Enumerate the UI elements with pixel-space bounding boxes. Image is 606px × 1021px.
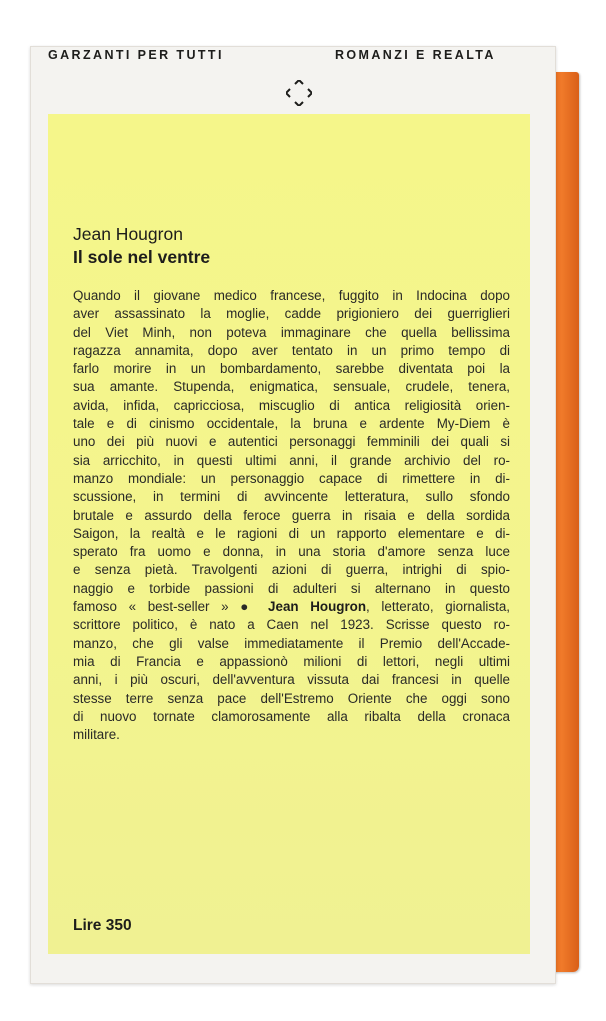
blurb-bio-line	[73, 598, 510, 616]
blurb-line: del Viet Minh, non poteva immaginare che quella bellissima	[73, 324, 510, 340]
blurb-line: scrittore politico, è nato a Caen nel 1923. Scrisse questo ro-	[73, 617, 510, 633]
blurb-line: uno dei più nuovi e autentici personaggi femminili dei quali si	[73, 434, 510, 450]
blurb-line: manzo, che gli valse immediatamente il Premio dell'Accade-	[73, 635, 510, 651]
author-name: Jean Hougron	[73, 224, 183, 244]
blurb-line: anni, i più oscuri, dell'avventura vissuta dai francesi in quelle	[73, 672, 510, 688]
garzanti-diamond-logo-icon	[286, 80, 312, 106]
series-genre: ROMANZI E REALTA	[335, 48, 496, 62]
blurb-line: manzo mondiale: un personaggio capace di rimettere in di-	[73, 470, 510, 486]
bio-author-name: Jean Hougron	[268, 599, 367, 615]
blurb-line: aver assassinato la moglie, cadde prigioniero dei guerriglieri	[73, 306, 510, 322]
price-label: Lire 350	[73, 917, 132, 934]
bio-prefix: famoso « best-seller » ●	[73, 599, 269, 615]
book-title: Il sole nel ventre	[73, 247, 211, 267]
blurb-line: ragazza annamita, dopo aver tentato in un primo tempo di	[73, 342, 510, 358]
blurb-line: naggio e torbide passioni di adulteri si alternano in questo	[73, 580, 510, 596]
blurb-line: Quando il giovane medico francese, fuggito in Indocina dopo	[73, 288, 510, 303]
blurb-line: sua amante. Stupenda, enigmatica, sensuale, crudele, tenera,	[73, 379, 510, 395]
blurb-text	[73, 287, 510, 744]
blurb-line: scussione, in termini di avvincente letteratura, sullo sfondo	[73, 489, 510, 505]
blurb-line: di nuovo tornate clamorosamente alla ribalta della cronaca	[73, 708, 510, 724]
blurb-line: militare.	[73, 727, 120, 743]
bio-suffix: , letterato, giornalista,	[366, 599, 510, 615]
blurb-line: stesse terre senza pace dell'Estremo Oriente che oggi sono	[73, 690, 510, 706]
blurb-line: Saigon, la realtà e le ragioni di un rapporto elementare e di-	[73, 525, 510, 541]
blurb-line: avida, infida, capricciosa, miscuglio di antica religiosità orien-	[73, 397, 510, 413]
blurb-line: e senza pietà. Travolgenti azioni di guerra, intrighi di spio-	[73, 562, 510, 578]
blurb-line: mia di Francia e appassionò milioni di lettori, negli ultimi	[73, 653, 510, 669]
blurb-line: sperato fra uomo e donna, in una storia d'amore senza luce	[73, 544, 510, 560]
blurb-line: farlo morire in un bombardamento, sarebbe diventata poi la	[73, 361, 510, 377]
blurb-line: sia arricchito, in questi ultimi anni, il grande archivio del ro-	[73, 452, 510, 468]
blurb-line: brutale e assurdo della feroce guerra in risaia e della sordida	[73, 507, 510, 523]
series-name: GARZANTI PER TUTTI	[48, 48, 224, 62]
blurb-line: tale e di cinismo occidentale, la bruna e ardente My-Diem è	[73, 416, 510, 432]
